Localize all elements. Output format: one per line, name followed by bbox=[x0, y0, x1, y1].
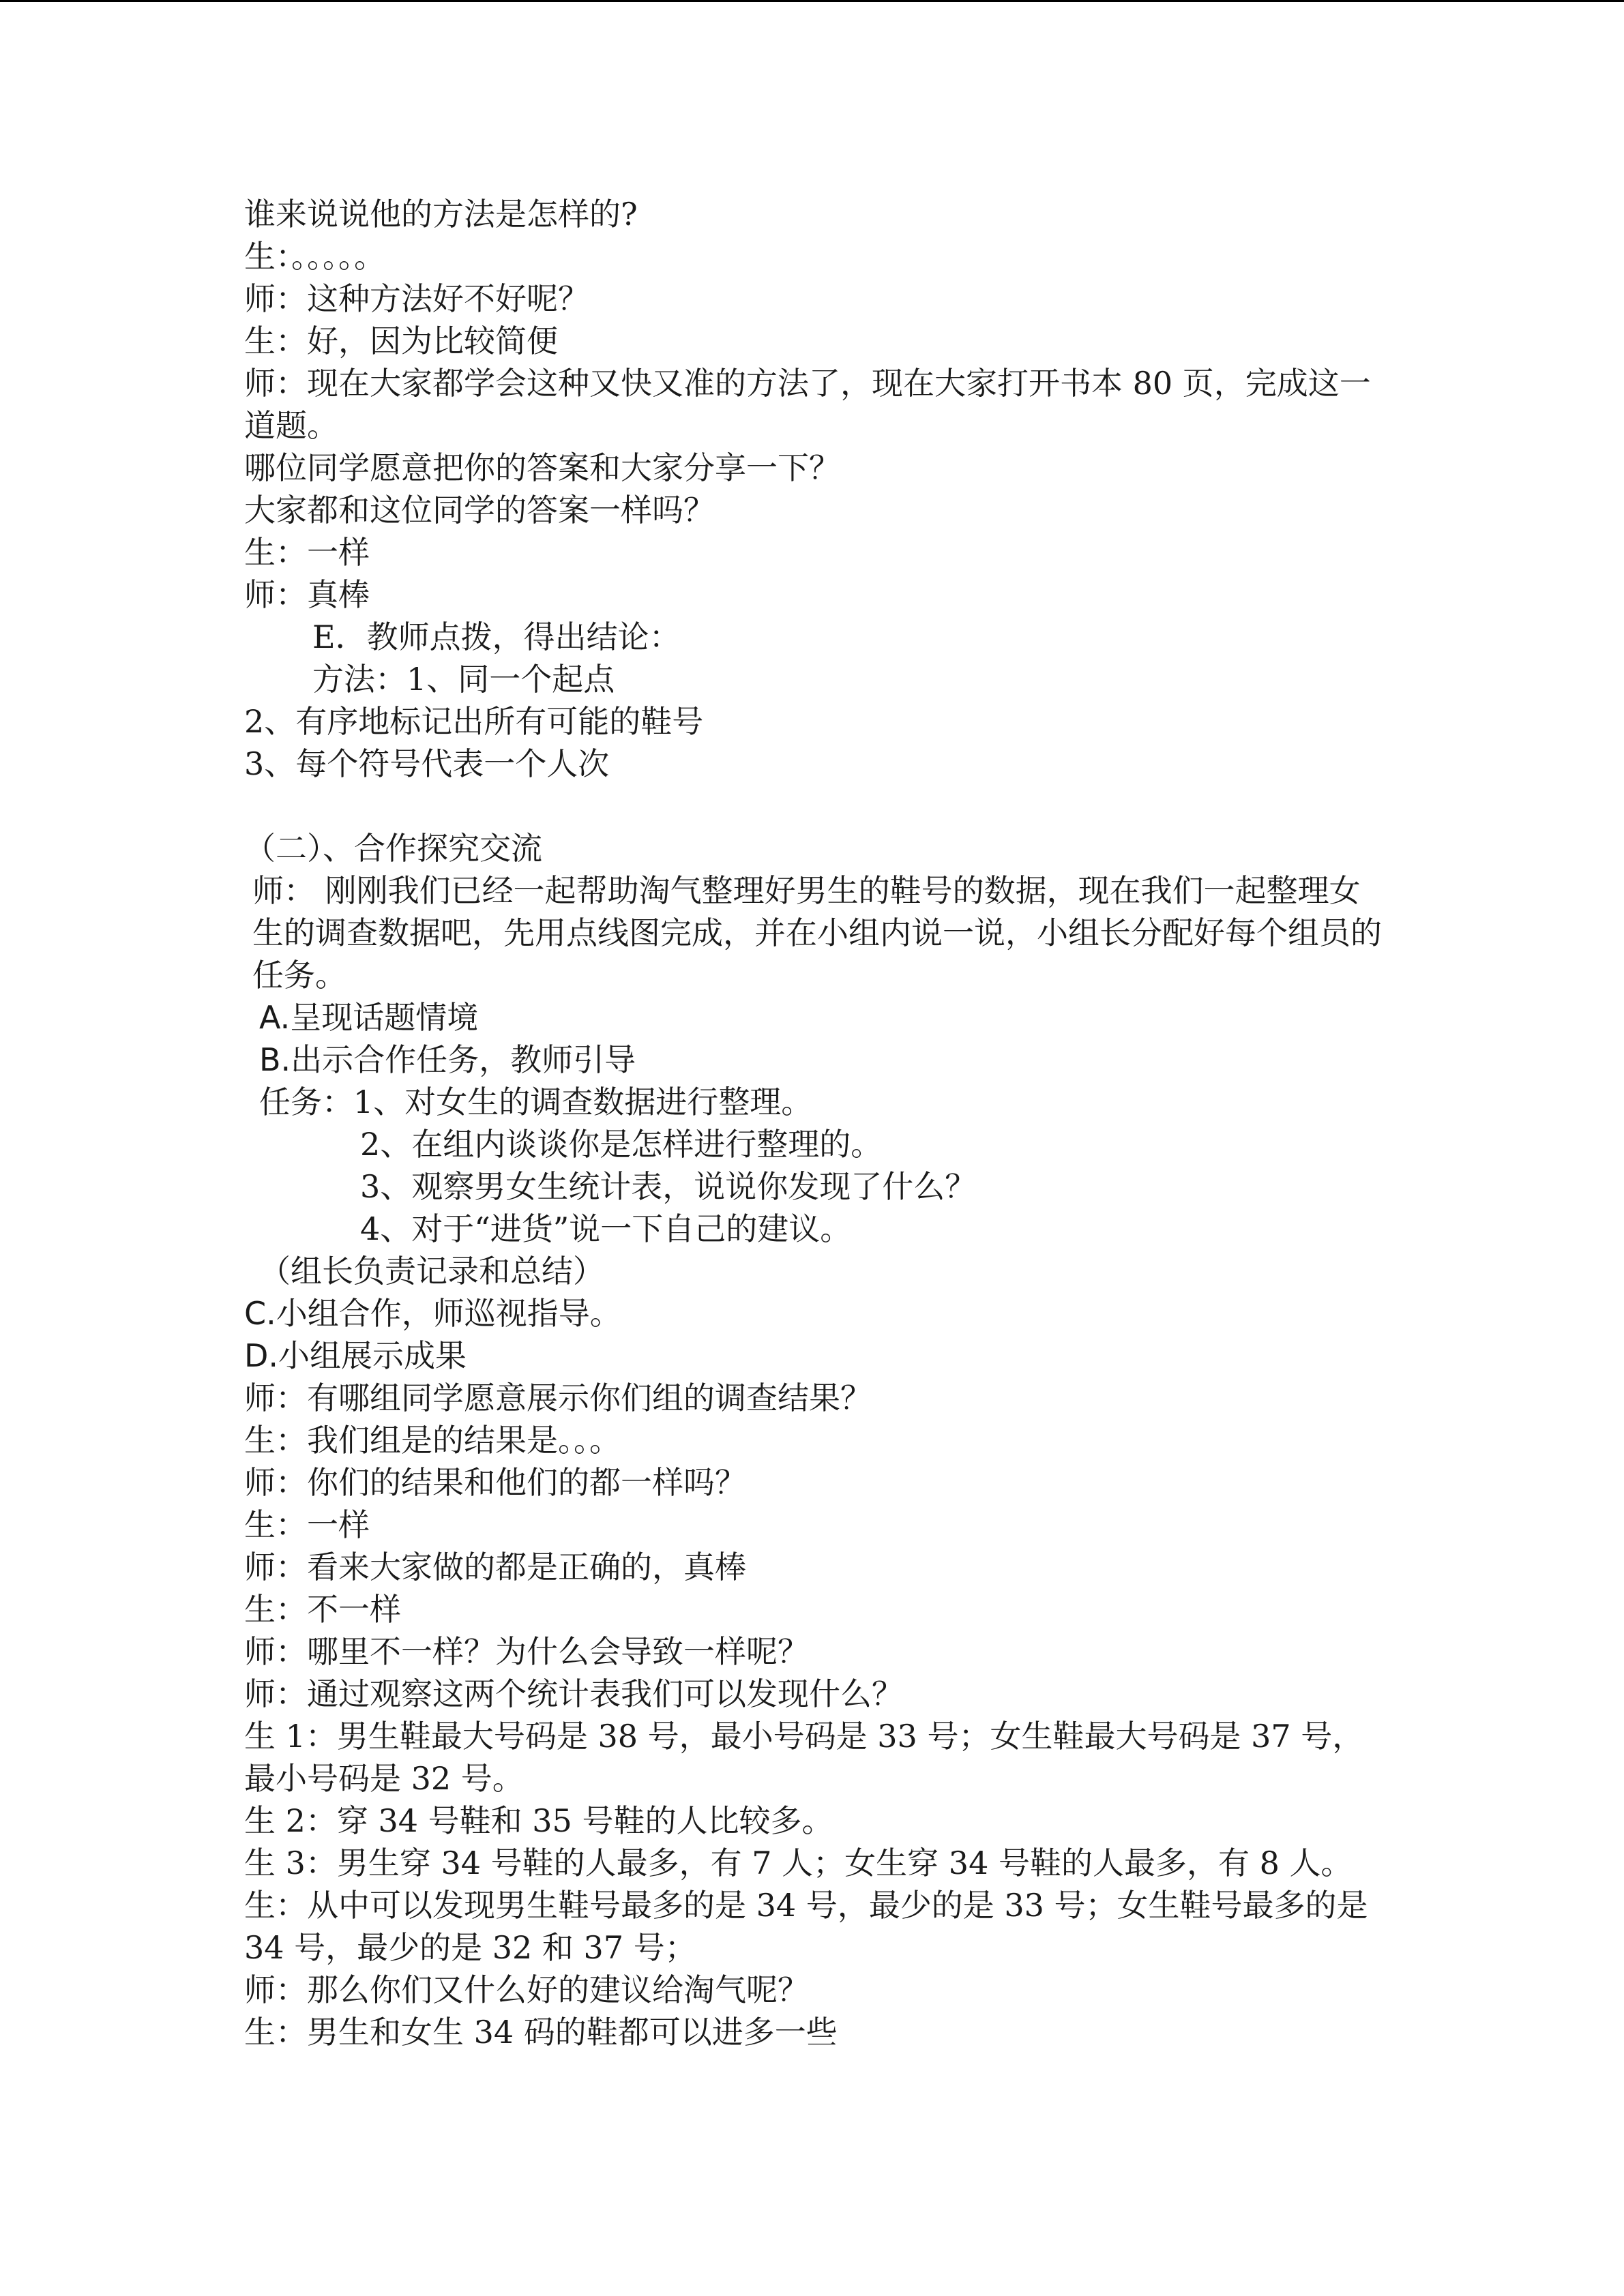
step-d: D.小组展示成果 bbox=[244, 1337, 467, 1374]
paragraph: 生：从中可以发现男生鞋号最多的是 34 号，最少的是 33 号；女生鞋号最多的是 34 号，最少的是 32 和 37 号； bbox=[244, 1887, 1368, 1966]
paragraph: 生：。。。。。 bbox=[244, 238, 385, 275]
paragraph: 生 2：穿 34 号鞋和 35 号鞋的人比较多。 bbox=[244, 1802, 833, 1839]
paragraph: 师：通过观察这两个统计表我们可以发现什么？ bbox=[244, 1675, 903, 1712]
paragraph: 师：你们的结果和他们的都一样吗？ bbox=[244, 1464, 746, 1501]
method-step-1: 方法：1、同一个起点 bbox=[312, 661, 615, 698]
paragraph: 生：一样 bbox=[244, 1506, 370, 1543]
paragraph: 师：有哪组同学愿意展示你们组的调查结果？ bbox=[244, 1380, 872, 1416]
paragraph: 生：我们组是的结果是。。。 bbox=[244, 1422, 621, 1459]
paragraph: 生 1：男生鞋最大号码是 38 号，最小号码是 33 号；女生鞋最大号码是 37 号，最小号码是 32 号。 bbox=[244, 1718, 1364, 1797]
step-b: B.出示合作任务，教师引导 bbox=[259, 1041, 636, 1078]
step-a: A.呈现话题情境 bbox=[259, 999, 479, 1036]
method-step-2: 2、有序地标记出所有可能的鞋号 bbox=[244, 703, 704, 740]
paragraph: 生 3：男生穿 34 号鞋的人最多，有 7 人；女生穿 34 号鞋的人最多，有 8 人。 bbox=[244, 1845, 1353, 1881]
step-c: C.小组合作，师巡视指导。 bbox=[244, 1295, 621, 1332]
method-step-3: 3、每个符号代表一个人次 bbox=[244, 745, 610, 782]
note: （组长负责记录和总结） bbox=[259, 1253, 604, 1289]
task-2: 2、在组内谈谈你是怎样进行整理的。 bbox=[360, 1126, 883, 1163]
paragraph: 谁来说说他的方法是怎样的? bbox=[244, 196, 638, 233]
paragraph: 师：现在大家都学会这种又快又准的方法了，现在大家打开书本 80 页，完成这一道题。 bbox=[244, 365, 1371, 444]
paragraph: 师： 刚刚我们已经一起帮助淘气整理好男生的鞋号的数据，现在我们一起整理女生的调查数据吧，先用点线图完成，并在小组内说一说，小组长分配好每个组员的任务。 bbox=[252, 872, 1382, 994]
paragraph: 师：这种方法好不好呢？ bbox=[244, 280, 589, 317]
task-4: 4、对于“进货”说一下自己的建议。 bbox=[360, 1210, 852, 1247]
paragraph: 师：哪里不一样？为什么会导致一样呢？ bbox=[244, 1633, 809, 1670]
section-heading: （二）、合作探究交流 bbox=[244, 830, 542, 867]
paragraph: 师：那么你们又什么好的建议给淘气呢？ bbox=[244, 1971, 809, 2008]
document-body bbox=[244, 193, 1390, 2053]
blank-line bbox=[244, 785, 1390, 827]
paragraph: 哪位同学愿意把你的答案和大家分享一下？ bbox=[244, 449, 840, 486]
paragraph: 生：不一样 bbox=[244, 1591, 401, 1628]
task-1: 任务：1、对女生的调查数据进行整理。 bbox=[259, 1084, 813, 1120]
step-heading-e: E．教师点拨，得出结论： bbox=[312, 618, 681, 655]
page-top-border bbox=[0, 0, 1624, 2]
task-3: 3、观察男女生统计表，说说你发现了什么？ bbox=[360, 1168, 977, 1205]
paragraph: 师：看来大家做的都是正确的，真棒 bbox=[244, 1549, 746, 1585]
paragraph: 大家都和这位同学的答案一样吗？ bbox=[244, 492, 715, 528]
paragraph: 生：好，因为比较简便 bbox=[244, 323, 558, 359]
paragraph: 师：真棒 bbox=[244, 576, 370, 613]
paragraph: 生：一样 bbox=[244, 534, 370, 571]
paragraph: 生：男生和女生 34 码的鞋都可以进多一些 bbox=[244, 2014, 838, 2051]
